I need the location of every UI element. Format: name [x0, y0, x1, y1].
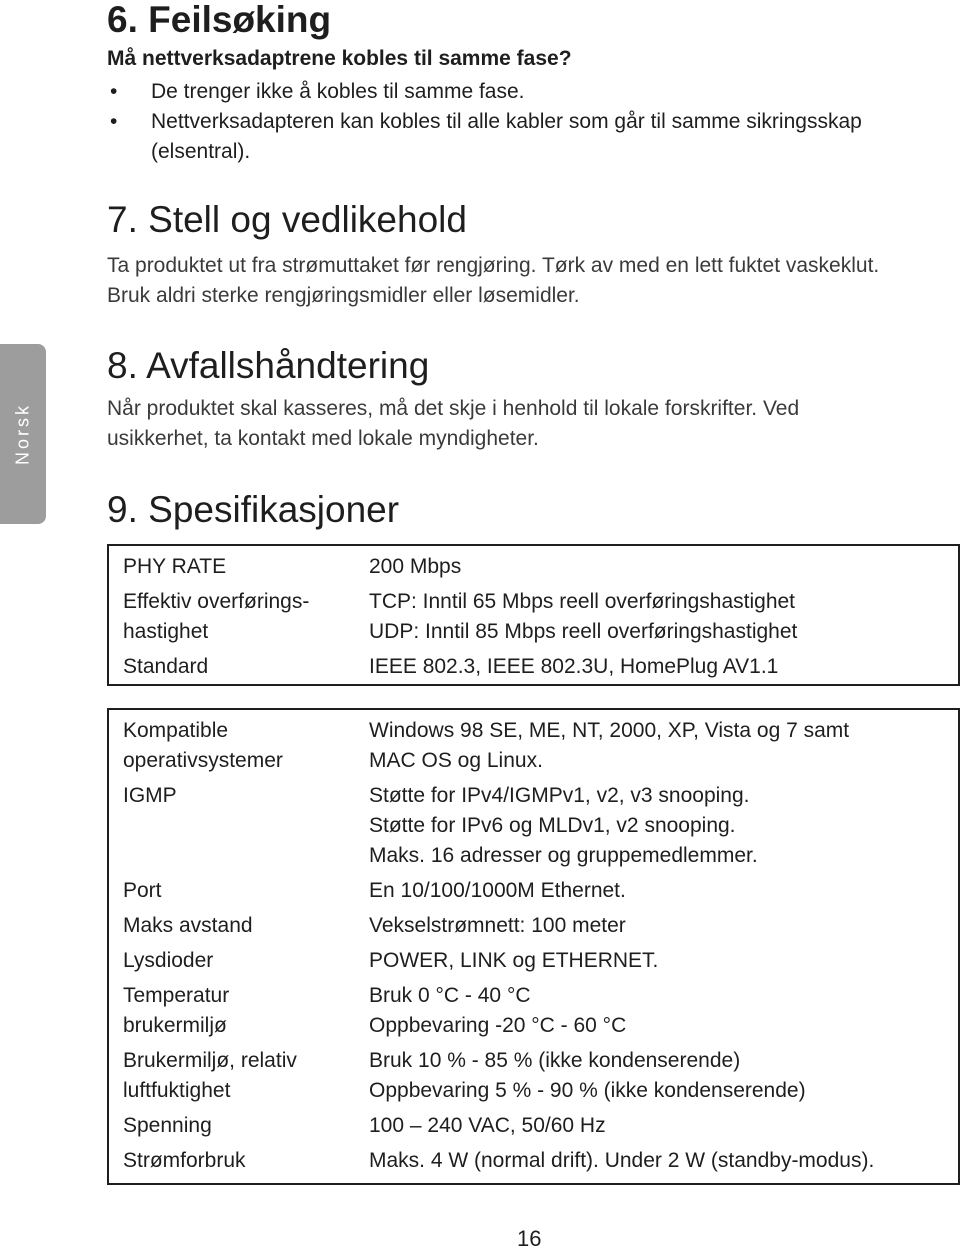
spec-key: IGMP [123, 784, 177, 807]
table-row [107, 708, 957, 779]
list-item [107, 77, 867, 107]
spec-value: En 10/100/1000M Ethernet. [369, 879, 626, 902]
page-number-text: 16 [517, 1226, 542, 1251]
spec-key: Maks avstand [123, 914, 253, 937]
spec-key: Port [123, 879, 162, 902]
spec-table-2 [107, 708, 957, 1179]
section6-question: Må nettverksadaptrene kobles til samme fase? [107, 47, 572, 70]
spec-value: Bruk 10 % - 85 % (ikke kondenserende) Oppbevaring 5 % - 90 % (ikke kondenserende) [369, 1049, 806, 1102]
spec-value: Bruk 0 °C - 40 °C Oppbevaring -20 °C - 60 °C [369, 984, 627, 1037]
spec-value: Vekselstrømnett: 100 meter [369, 914, 626, 937]
list-item [107, 107, 867, 167]
table-row [107, 585, 957, 650]
table-row [107, 544, 957, 585]
bullet-icon: • [110, 110, 118, 133]
spec-value: Maks. 4 W (normal drift). Under 2 W (standby-modus). [369, 1149, 875, 1172]
spec-key: PHY RATE [123, 555, 227, 578]
spec-key: Effektiv overførings- hastighet [123, 590, 310, 643]
section8-heading: 8. Avfallshåndtering [107, 345, 430, 386]
spec-value: 200 Mbps [369, 555, 462, 578]
table-row [107, 1109, 957, 1144]
spec-value: POWER, LINK og ETHERNET. [369, 949, 659, 972]
table-row [107, 650, 957, 685]
spec-key: Kompatible operativsystemer [123, 719, 283, 772]
section9-heading: 9. Spesifikasjoner [107, 489, 400, 530]
language-tab-label: Norsk [12, 402, 33, 466]
spec-key: Lysdioder [123, 949, 214, 972]
table-row [107, 909, 957, 944]
bullet-text: Nettverksadapteren kan kobles til alle kabler som går til samme sikringsskap (elsentral). [151, 110, 862, 163]
table-row [107, 944, 957, 979]
table-row [107, 779, 957, 874]
spec-value: TCP: Inntil 65 Mbps reell overføringshastighet UDP: Inntil 85 Mbps reell overføringshastighet [369, 590, 798, 643]
spec-value: Windows 98 SE, ME, NT, 2000, XP, Vista og 7 samt MAC OS og Linux. [369, 719, 850, 772]
section7-text: Ta produktet ut fra strømuttaket før rengjøring. Tørk av med en lett fuktet vaskeklut. Bruk aldri sterke rengjøringsmidler eller løsemidler. [107, 254, 880, 307]
spec-key: Standard [123, 655, 209, 678]
table-row [107, 979, 957, 1044]
spec-value: IEEE 802.3, IEEE 802.3U, HomePlug AV1.1 [369, 655, 779, 678]
table-row [107, 874, 957, 909]
section6-heading: 6. Feilsøking [107, 0, 332, 40]
bullet-text: De trenger ikke å kobles til samme fase. [151, 80, 525, 103]
spec-value: Støtte for IPv4/IGMPv1, v2, v3 snooping. Støtte for IPv6 og MLDv1, v2 snooping. Maks. 16 adresser og gruppemedlemmer. [369, 784, 758, 867]
section7-heading: 7. Stell og vedlikehold [107, 199, 467, 240]
spec-key: Brukermiljø, relativ luftfuktighet [123, 1049, 297, 1102]
table-row [107, 1144, 957, 1179]
spec-key: Temperatur brukermiljø [123, 984, 230, 1037]
spec-value: 100 – 240 VAC, 50/60 Hz [369, 1114, 606, 1137]
section6-bullet-list [107, 77, 867, 167]
spec-key: Strømforbruk [123, 1149, 246, 1172]
bullet-icon: • [110, 80, 118, 103]
section8-text: Når produktet skal kasseres, må det skje i henhold til lokale forskrifter. Ved usikkerhet, ta kontakt med lokale myndigheter. [107, 397, 800, 450]
spec-key: Spenning [123, 1114, 212, 1137]
language-side-tab [0, 344, 46, 524]
table-row [107, 1044, 957, 1109]
spec-table-1 [107, 544, 957, 685]
